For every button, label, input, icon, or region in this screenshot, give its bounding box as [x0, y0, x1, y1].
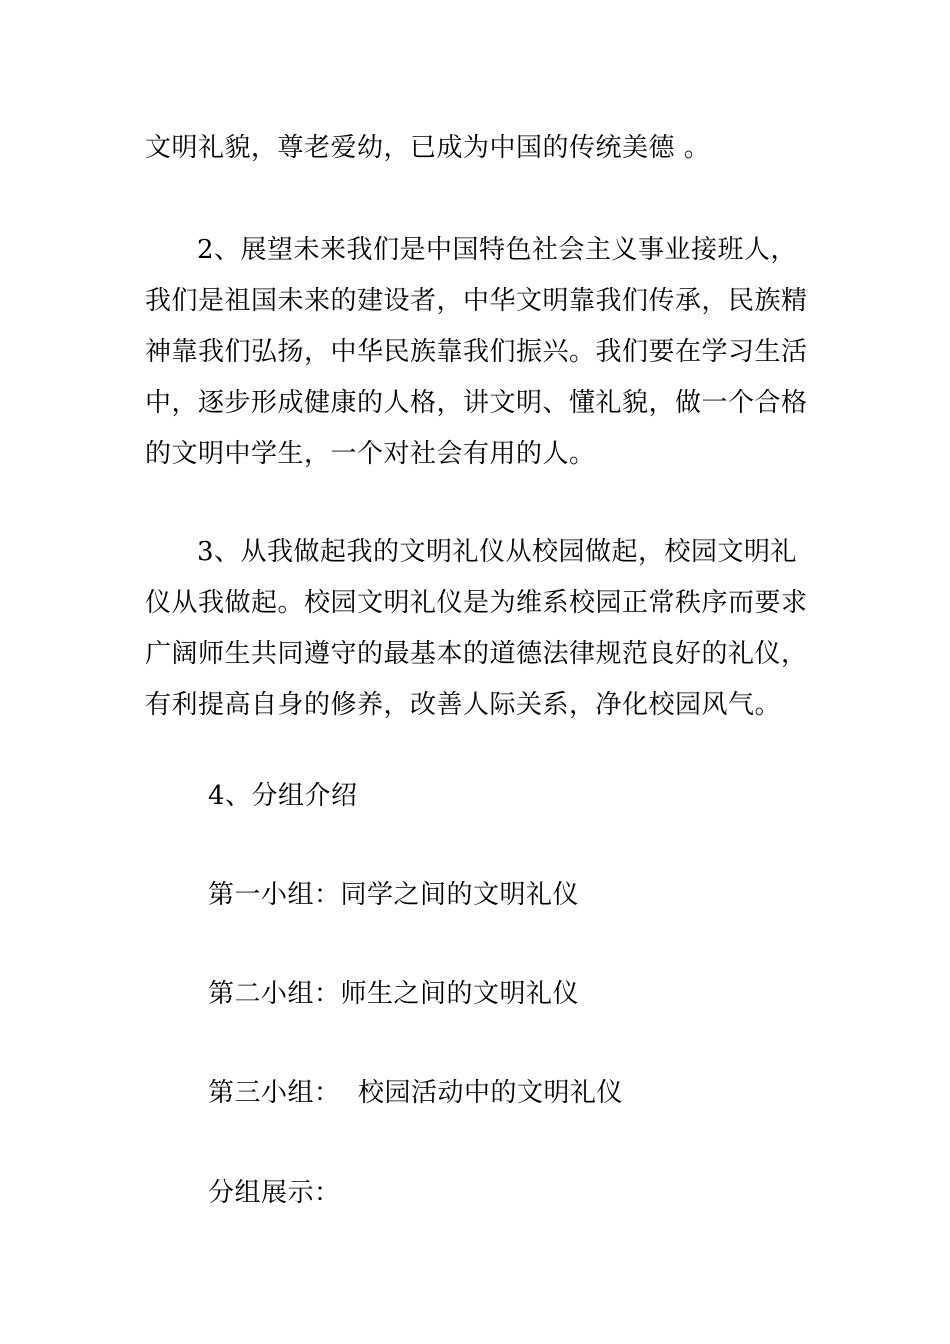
group-item-3: 第三小组： 校园活动中的文明礼仪 [208, 1078, 624, 1108]
text-line: 文明礼貌，尊老爱幼，已成为中国的传统美德 。 [145, 133, 711, 163]
text-line: 仪从我做起。校园文明礼仪是为维系校园正常秩序而要求 [145, 588, 808, 618]
text-line: 我们是祖国未来的建设者，中华文明靠我们传承，民族精 [145, 286, 808, 316]
text-line: 中，逐步形成健康的人格，讲文明、懂礼貌，做一个合格 [145, 388, 808, 418]
section-4-heading: 4、分组介绍 [208, 781, 358, 811]
group-show-heading: 分组展示： [208, 1178, 341, 1208]
paragraph-continuation [145, 123, 825, 174]
group-item-1: 第一小组：同学之间的文明礼仪 [208, 880, 580, 910]
text-line: 神靠我们弘扬，中华民族靠我们振兴。我们要在学习生活 [145, 337, 808, 367]
paragraph-section-2 [145, 225, 825, 480]
text-line: 有利提高自身的修养，改善人际关系，净化校园风气。 [145, 690, 782, 720]
paragraph-section-3 [145, 527, 825, 731]
text-line: 广阔师生共同遵守的最基本的道德法律规范良好的礼仪， [145, 639, 808, 669]
text-line: 3、从我做起我的文明礼仪从校园做起，校园文明礼 [197, 537, 798, 567]
text-line: 的文明中学生，一个对社会有用的人。 [145, 439, 596, 469]
text-line: 2、展望未来我们是中国特色社会主义事业接班人， [197, 235, 798, 265]
group-item-2: 第二小组：师生之间的文明礼仪 [208, 979, 580, 1009]
